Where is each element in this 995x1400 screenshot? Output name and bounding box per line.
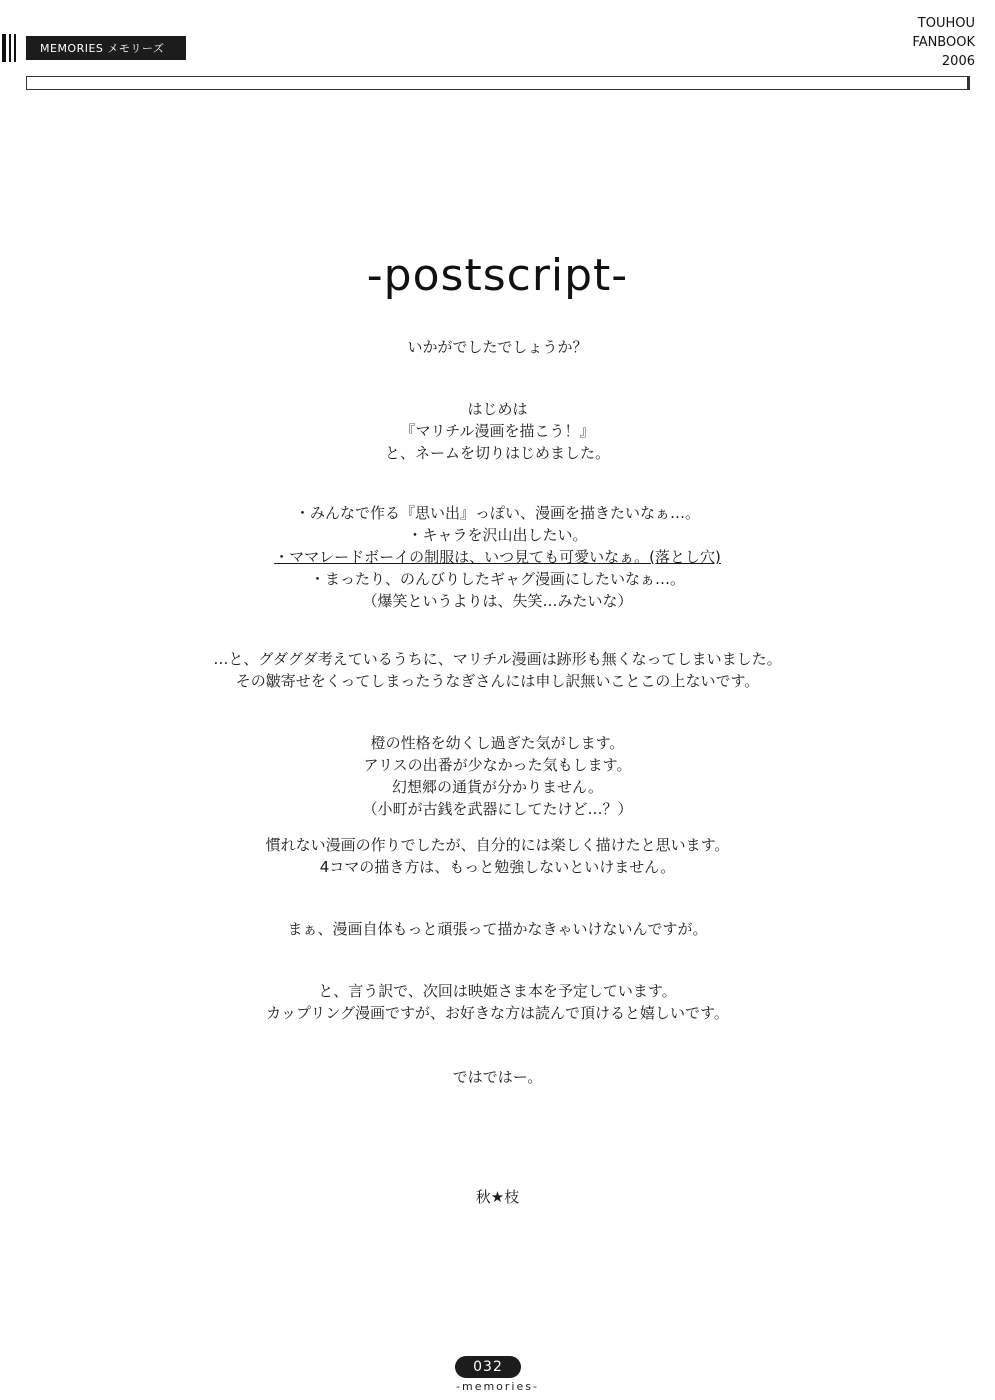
page-number: 032 [455, 1356, 521, 1378]
paragraph [0, 502, 995, 612]
text-line: （小町が古銭を武器にしてたけど…？） [362, 800, 633, 818]
header-bars [2, 34, 16, 62]
header-rule [26, 76, 970, 90]
text-line: はじめは [467, 400, 528, 418]
paragraph [0, 1066, 995, 1088]
text-line: と、言う訳で、次回は映姫さま本を予定しています。 [318, 982, 677, 1000]
text-line: と、ネームを切りはじめました。 [384, 444, 610, 462]
text-line: 幻想郷の通貨が分かりません。 [392, 778, 603, 796]
text-line: まぁ、漫画自体もっと頑張って描かなきゃいけないんですが。 [287, 920, 708, 938]
text-line: ・ママレードボーイの制服は、いつ見ても可愛いなぁ。(落とし穴) [274, 548, 721, 566]
text-line: 『マリチル漫画を描こう！』 [400, 422, 595, 440]
page-title: -postscript- [366, 250, 629, 301]
text-line: 4コマの描き方は、もっと勉強しないといけません。 [319, 858, 676, 876]
paragraph [0, 980, 995, 1024]
paragraph [0, 732, 995, 820]
text-line: 慣れない漫画の作りでしたが、自分的には楽しく描けたと思います。 [265, 836, 730, 854]
header-right-line: FANBOOK [912, 35, 975, 50]
text-line: カップリング漫画ですが、お好きな方は読んで頂けると嬉しいです。 [266, 1004, 729, 1022]
header-right-block [885, 14, 975, 71]
paragraph [0, 918, 995, 940]
text-line: …と、グダグダ考えているうちに、マリチル漫画は跡形も無くなってしまいました。 [213, 650, 782, 668]
paragraph [0, 336, 995, 358]
text-line: アリスの出番が少なかった気もします。 [363, 756, 632, 774]
text-line: ではではー。 [452, 1068, 543, 1086]
footer-label: -memories- [456, 1380, 539, 1393]
paragraph [0, 834, 995, 878]
text-line: （爆笑というよりは、失笑…みたいな） [362, 592, 633, 610]
text-line: ・まったり、のんびりしたギャグ漫画にしたいなぁ…。 [309, 570, 685, 588]
author-signature: 秋★枝 [475, 1188, 520, 1206]
text-line: 橙の性格を幼くし過ぎた気がします。 [370, 734, 625, 752]
header-right-line: TOUHOU [917, 16, 975, 31]
text-line: いかがでしたでしょうか？ [407, 338, 588, 356]
paragraph [0, 398, 995, 464]
paragraph [0, 648, 995, 692]
text-line: その皺寄せをくってしまったうなぎさんには申し訳無いことこの上ないです。 [235, 672, 760, 690]
header-right-line: 2006 [941, 54, 975, 69]
header-tag: MEMORIES メモリーズ [26, 36, 186, 60]
text-line: ・キャラを沢山出したい。 [407, 526, 588, 544]
text-line: ・みんなで作る『思い出』っぽい、漫画を描きたいなぁ…。 [294, 504, 700, 522]
